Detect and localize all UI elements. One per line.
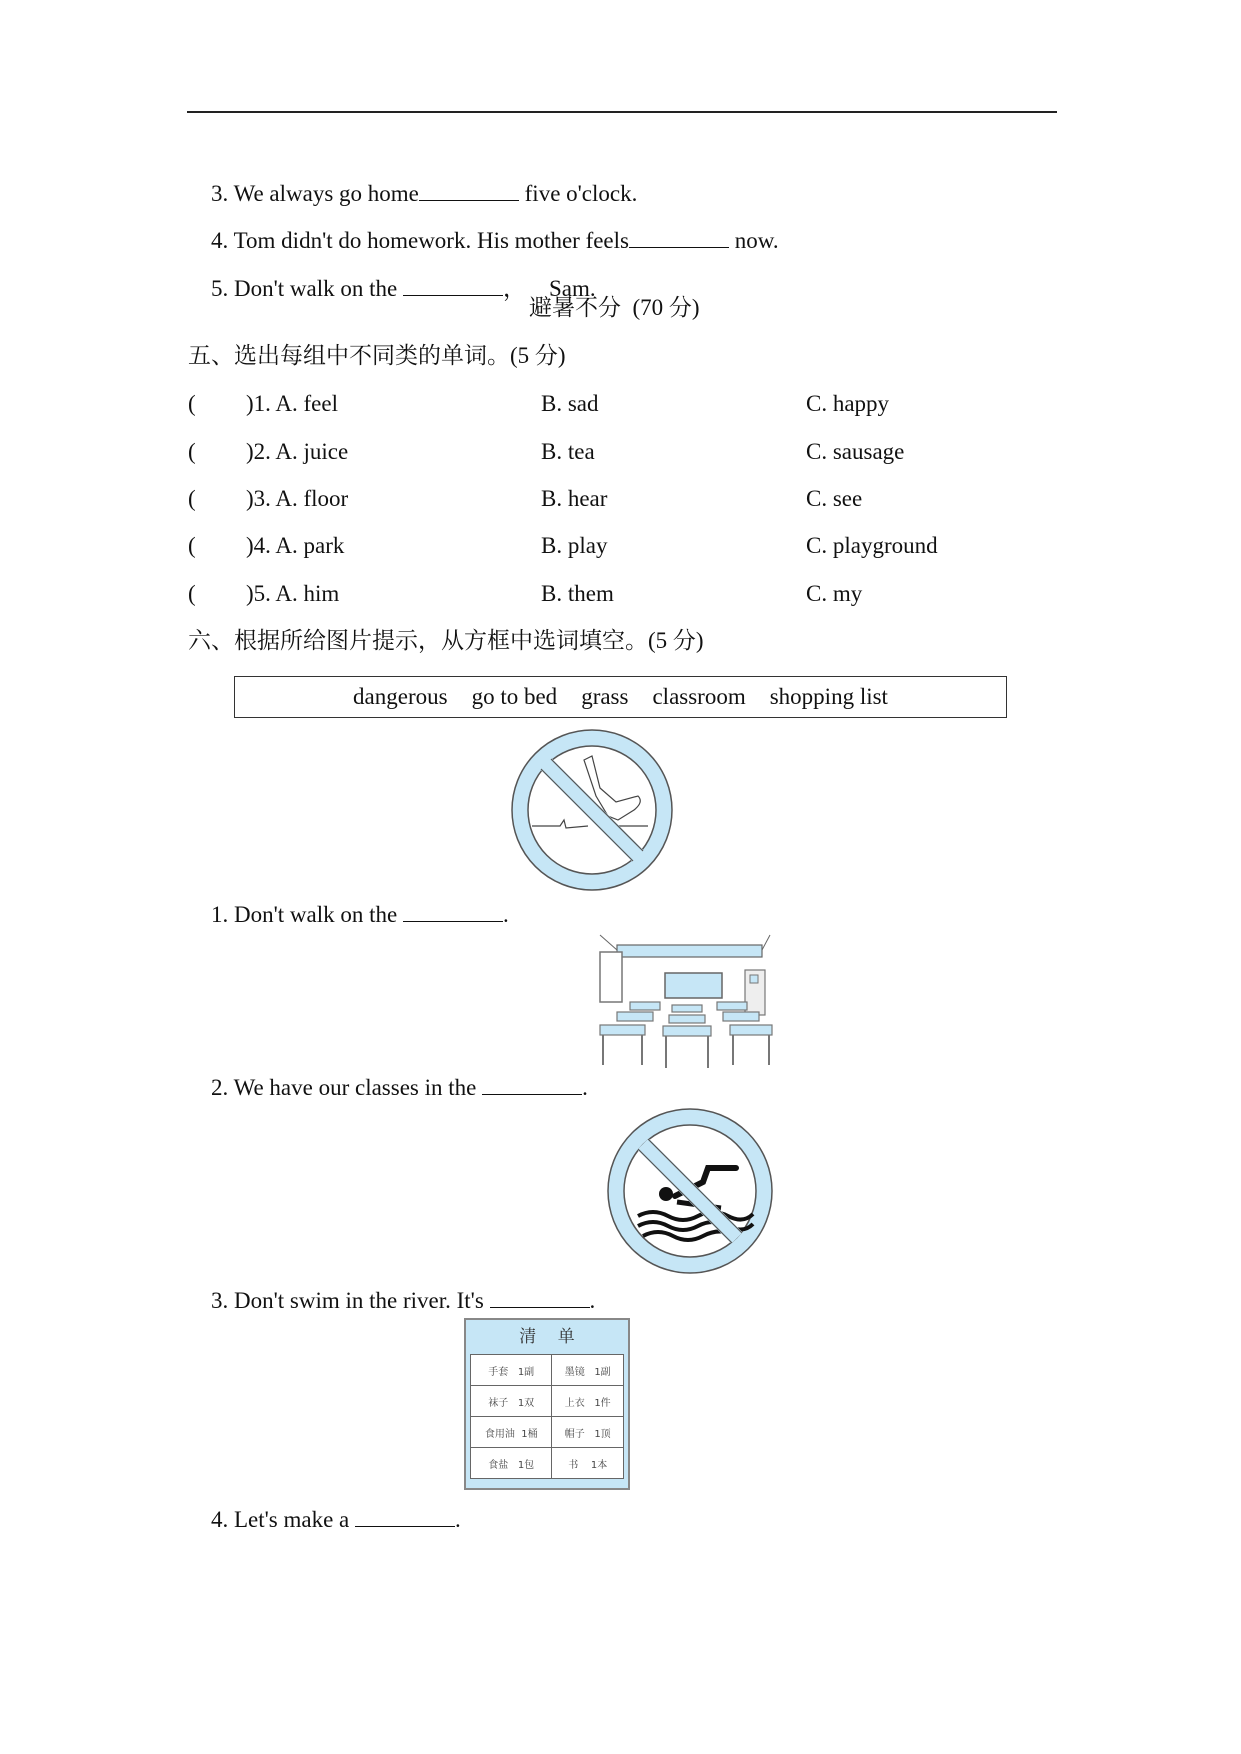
section5-title: 五、选出每组中不同类的单词。(5 分)	[188, 343, 566, 368]
picture-item-2	[188, 1046, 588, 1130]
list-item: 墨镜 1副	[552, 1355, 624, 1386]
answer-paren[interactable]: (	[188, 439, 196, 464]
answer-blank[interactable]	[490, 1287, 590, 1308]
answer-paren[interactable]: (	[188, 391, 196, 416]
answer-paren[interactable]: (	[188, 486, 196, 511]
word-bank-item: grass	[581, 684, 629, 709]
answer-blank[interactable]	[403, 275, 503, 296]
word-bank-item: classroom	[652, 684, 746, 709]
item-end: .	[582, 1075, 588, 1100]
option-c: C. playground	[806, 533, 938, 558]
picture-item-4	[188, 1478, 461, 1562]
answer-blank[interactable]	[629, 227, 729, 248]
picture-item-1	[188, 873, 509, 957]
classroom-illustration-icon	[595, 930, 775, 1070]
item-text: 4. Let's make a	[211, 1507, 356, 1532]
item-text-after: ， Sam.	[502, 276, 596, 301]
item-end: .	[589, 1288, 596, 1313]
option-a: )5. A. him	[246, 581, 340, 606]
list-item: 书 1本	[552, 1448, 624, 1479]
option-a: )4. A. park	[246, 533, 345, 558]
item-end: .	[455, 1507, 461, 1532]
option-b: B. hear	[541, 486, 608, 511]
item-text-after: five o'clock.	[518, 181, 638, 206]
item-text: We always go home	[233, 181, 419, 206]
list-item: 上衣 1件	[552, 1386, 624, 1417]
option-c: C. see	[806, 486, 863, 511]
table-row	[471, 1355, 624, 1386]
word-bank-item: dangerous	[353, 684, 448, 709]
answer-paren[interactable]: (	[188, 581, 196, 606]
word-bank-item: shopping list	[769, 684, 888, 709]
table-row	[471, 1448, 624, 1479]
shopping-list-title: 清 单	[519, 1327, 575, 1347]
option-c: C. happy	[806, 391, 890, 416]
item-number: 3.	[211, 181, 229, 206]
option-c: C. sausage	[806, 439, 905, 464]
list-item: 食盐 1包	[471, 1448, 552, 1479]
list-item: 手套 1副	[471, 1355, 552, 1386]
list-item: 帽子 1顶	[552, 1417, 624, 1448]
shopping-list-card	[464, 1318, 630, 1490]
item-text: Tom didn't do homework. His mother feels	[233, 228, 629, 253]
answer-blank[interactable]	[355, 1506, 455, 1527]
word-bank	[234, 676, 1007, 718]
list-item: 食用油 1桶	[471, 1417, 552, 1448]
option-c: C. my	[806, 581, 863, 606]
no-walking-on-grass-sign-icon	[508, 726, 676, 894]
answer-blank[interactable]	[482, 1074, 582, 1095]
word-bank-item: go to bed	[471, 684, 558, 709]
header-rule	[187, 111, 1057, 113]
option-a: )1. A. feel	[246, 391, 338, 416]
no-swimming-sign-icon	[603, 1104, 777, 1278]
item-number: 5.	[211, 276, 229, 301]
shopping-list-table	[470, 1354, 624, 1479]
item-end: .	[502, 902, 509, 927]
option-a: )3. A. floor	[246, 486, 349, 511]
table-row	[471, 1386, 624, 1417]
item-text: Don't walk on the	[234, 276, 403, 301]
option-a: )2. A. juice	[246, 439, 349, 464]
part-heading: 避暑不分 (70 分)	[529, 295, 700, 320]
option-b: B. them	[541, 581, 614, 606]
item-number: 4.	[211, 228, 229, 253]
answer-blank[interactable]	[403, 901, 503, 922]
option-b: B. sad	[541, 391, 599, 416]
item-text: 3. Don't swim in the river. It's	[211, 1288, 490, 1313]
item-text: 1. Don't walk on the	[211, 902, 403, 927]
section6-title: 六、根据所给图片提示，从方框中选词填空。(5 分)	[188, 628, 704, 653]
table-row	[471, 1417, 624, 1448]
list-item: 袜子 1双	[471, 1386, 552, 1417]
option-b: B. tea	[541, 439, 595, 464]
answer-blank[interactable]	[419, 180, 519, 201]
answer-paren[interactable]: (	[188, 533, 196, 558]
item-text: 2. We have our classes in the	[211, 1075, 483, 1100]
item-text-after: now.	[729, 228, 779, 253]
option-b: B. play	[541, 533, 608, 558]
